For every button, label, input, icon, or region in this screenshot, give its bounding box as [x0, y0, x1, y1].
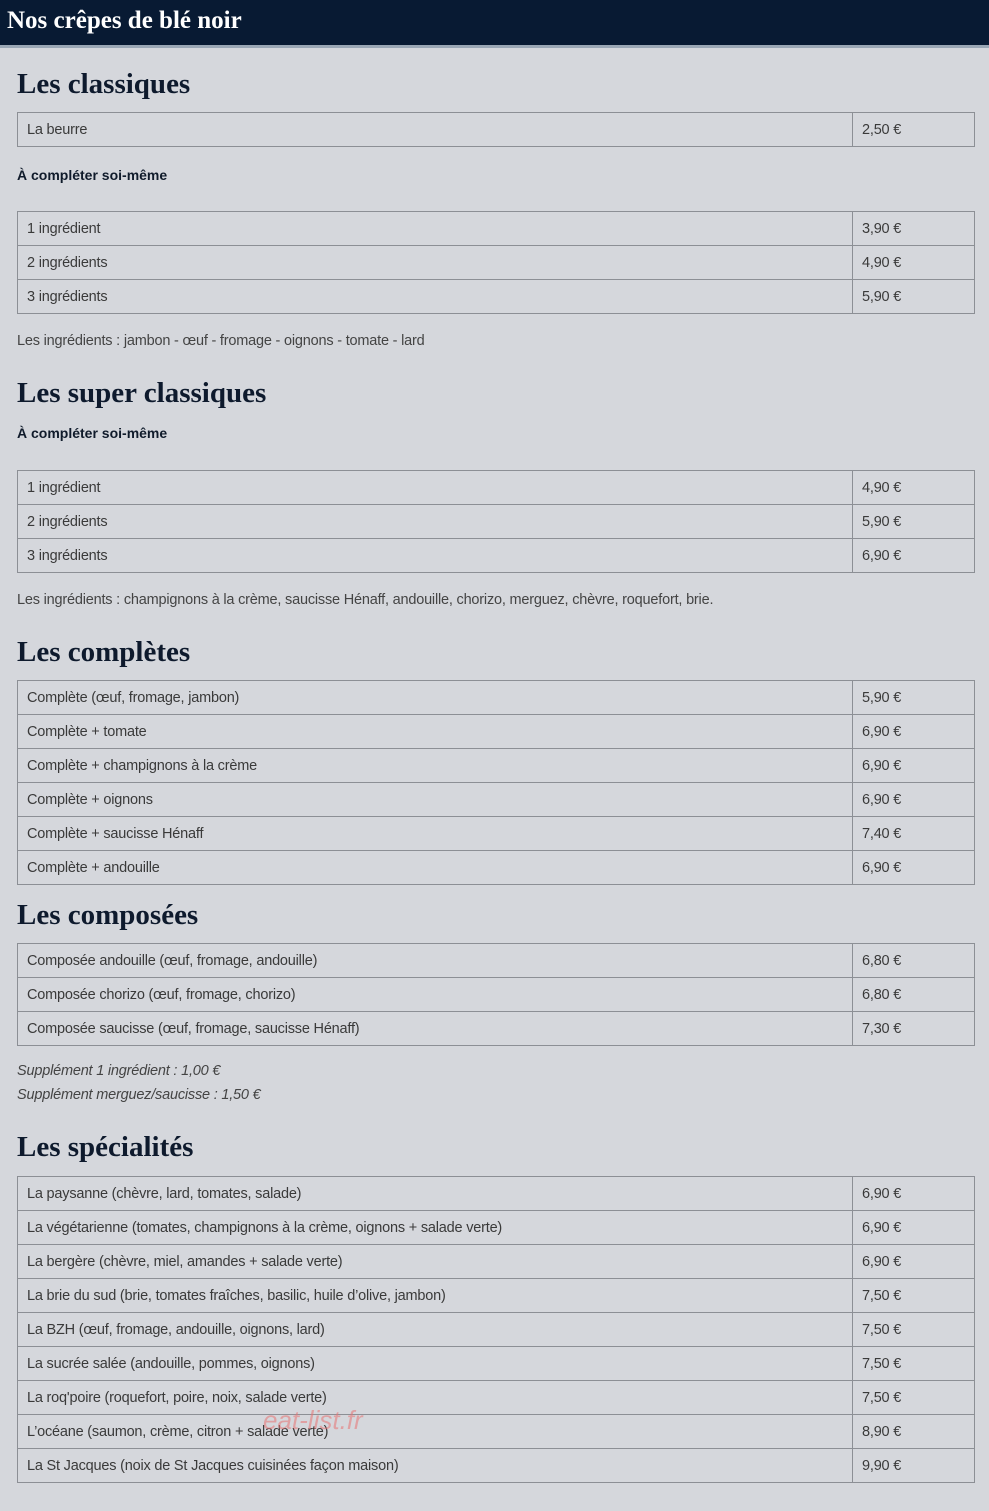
item-name: 3 ingrédients [18, 539, 853, 573]
table-row [18, 681, 975, 715]
item-price: 6,90 € [853, 715, 975, 749]
page-title: Nos crêpes de blé noir [7, 7, 242, 34]
item-name: La BZH (œuf, fromage, andouille, oignons, lard) [18, 1313, 853, 1347]
item-price: 7,50 € [853, 1381, 975, 1415]
item-name: L’océane (saumon, crème, citron + salade verte) [18, 1415, 853, 1449]
table-row [18, 817, 975, 851]
item-price: 7,40 € [853, 817, 975, 851]
section-subtitle-super-classiques: À compléter soi-même [17, 425, 168, 441]
item-price: 5,90 € [853, 681, 975, 715]
menu-table-completes [17, 680, 975, 885]
item-price: 6,90 € [853, 749, 975, 783]
table-row [18, 783, 975, 817]
item-name: La sucrée salée (andouille, pommes, oignons) [18, 1347, 853, 1381]
item-price: 4,90 € [853, 471, 975, 505]
item-price: 6,90 € [853, 1211, 975, 1245]
table-row [18, 1415, 975, 1449]
table-row [18, 851, 975, 885]
item-name: Complète + champignons à la crème [18, 749, 853, 783]
item-name: Complète + oignons [18, 783, 853, 817]
menu-table-classiques [17, 112, 975, 147]
item-price: 6,90 € [853, 851, 975, 885]
table-row [18, 1313, 975, 1347]
item-price: 4,90 € [853, 246, 975, 280]
item-price: 6,90 € [853, 783, 975, 817]
menu-table-classiques-ingredients [17, 211, 975, 314]
item-name: Complète + tomate [18, 715, 853, 749]
item-price: 6,90 € [853, 1177, 975, 1211]
menu-table-composees [17, 943, 975, 1046]
item-price: 5,90 € [853, 280, 975, 314]
item-name: Complète (œuf, fromage, jambon) [18, 681, 853, 715]
table-row [18, 113, 975, 147]
item-name: La brie du sud (brie, tomates fraîches, basilic, huile d’olive, jambon) [18, 1279, 853, 1313]
table-row [18, 1245, 975, 1279]
table-row [18, 1177, 975, 1211]
item-price: 6,90 € [853, 1245, 975, 1279]
item-name: La beurre [18, 113, 853, 147]
item-price: 2,50 € [853, 113, 975, 147]
table-row [18, 978, 975, 1012]
item-name: Complète + saucisse Hénaff [18, 817, 853, 851]
table-row [18, 246, 975, 280]
table-row [18, 715, 975, 749]
ingredients-note-classiques: Les ingrédients : jambon - œuf - fromage - oignons - tomate - lard [17, 333, 425, 349]
item-name: Composée saucisse (œuf, fromage, saucisse Hénaff) [18, 1012, 853, 1046]
ingredients-note-super-classiques: Les ingrédients : champignons à la crème, saucisse Hénaff, andouille, chorizo, merguez, chèvre, roquefort, brie. [17, 592, 714, 608]
item-price: 5,90 € [853, 505, 975, 539]
item-name: La roq'poire (roquefort, poire, noix, salade verte) [18, 1381, 853, 1415]
item-name: 1 ingrédient [18, 212, 853, 246]
item-name: Composée chorizo (œuf, fromage, chorizo) [18, 978, 853, 1012]
table-row [18, 1381, 975, 1415]
item-name: La végétarienne (tomates, champignons à la crème, oignons + salade verte) [18, 1211, 853, 1245]
item-name: La paysanne (chèvre, lard, tomates, salade) [18, 1177, 853, 1211]
item-name: La bergère (chèvre, miel, amandes + salade verte) [18, 1245, 853, 1279]
table-row [18, 539, 975, 573]
item-price: 6,90 € [853, 539, 975, 573]
section-title-specialites: Les spécialités [17, 1131, 194, 1163]
section-subtitle-classiques: À compléter soi-même [17, 167, 168, 183]
item-name: 1 ingrédient [18, 471, 853, 505]
item-price: 3,90 € [853, 212, 975, 246]
menu-table-super-classiques [17, 470, 975, 573]
item-name: 3 ingrédients [18, 280, 853, 314]
item-price: 9,90 € [853, 1449, 975, 1483]
table-row [18, 471, 975, 505]
item-name: 2 ingrédients [18, 246, 853, 280]
item-name: Composée andouille (œuf, fromage, andouille) [18, 944, 853, 978]
item-name: 2 ingrédients [18, 505, 853, 539]
item-price: 6,80 € [853, 944, 975, 978]
item-name: La St Jacques (noix de St Jacques cuisinées façon maison) [18, 1449, 853, 1483]
item-price: 7,50 € [853, 1279, 975, 1313]
menu-table-specialites [17, 1176, 975, 1483]
table-row [18, 944, 975, 978]
table-row [18, 1279, 975, 1313]
item-price: 7,30 € [853, 1012, 975, 1046]
watermark: eat-list.fr [263, 1405, 363, 1435]
table-row [18, 505, 975, 539]
item-price: 8,90 € [853, 1415, 975, 1449]
item-name: Complète + andouille [18, 851, 853, 885]
table-row [18, 1211, 975, 1245]
table-row [18, 749, 975, 783]
table-row [18, 1449, 975, 1483]
supplement-note-1: Supplément 1 ingrédient : 1,00 € [17, 1063, 221, 1079]
section-title-composees: Les composées [17, 899, 199, 931]
table-row [18, 1012, 975, 1046]
item-price: 7,50 € [853, 1313, 975, 1347]
supplement-note-2: Supplément merguez/saucisse : 1,50 € [17, 1087, 261, 1103]
section-title-classiques: Les classiques [17, 68, 191, 100]
item-price: 7,50 € [853, 1347, 975, 1381]
item-price: 6,80 € [853, 978, 975, 1012]
table-row [18, 280, 975, 314]
table-row [18, 1347, 975, 1381]
section-title-super-classiques: Les super classiques [17, 377, 267, 409]
section-title-completes: Les complètes [17, 636, 191, 668]
table-row [18, 212, 975, 246]
page-header [0, 0, 989, 48]
